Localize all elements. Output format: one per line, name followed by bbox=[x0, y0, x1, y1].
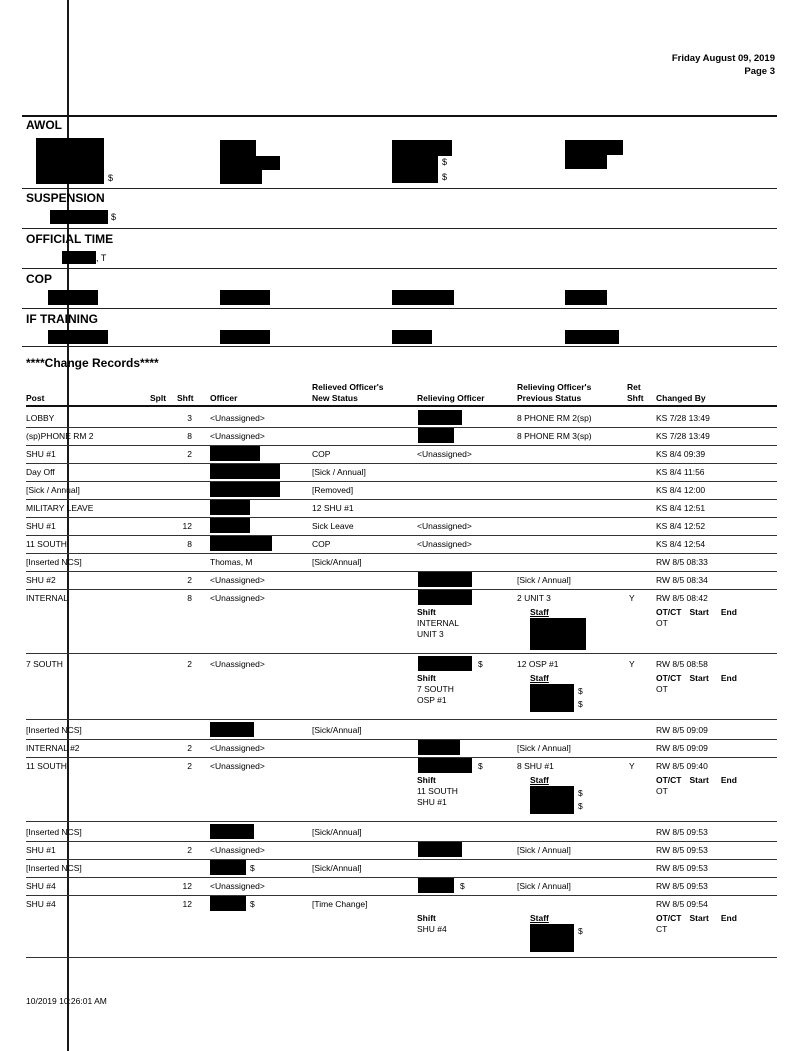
cell-changed-by: KS 7/28 13:49 bbox=[656, 431, 710, 441]
suspension-mark: $ bbox=[111, 212, 117, 222]
cell-new-status: [Sick/Annual] bbox=[312, 725, 362, 735]
col-post: Post bbox=[26, 393, 45, 403]
section-title-official-time: OFFICIAL TIME bbox=[26, 232, 114, 246]
redaction-block bbox=[418, 842, 462, 857]
cell-shft: 2 bbox=[187, 743, 192, 753]
detail-end-label: End bbox=[720, 607, 737, 617]
cell-officer: <Unassigned> bbox=[210, 743, 265, 753]
redaction-block bbox=[220, 140, 256, 156]
detail-post: SHU #4 bbox=[417, 924, 447, 934]
cell-shft: 2 bbox=[187, 761, 192, 771]
cell-post: [Inserted NCS] bbox=[26, 827, 82, 837]
cell-prev-status: 8 PHONE RM 3(sp) bbox=[517, 431, 592, 441]
cell-ret: Y bbox=[629, 659, 635, 669]
table-row bbox=[26, 757, 777, 775]
cell-officer: <Unassigned> bbox=[210, 761, 265, 771]
cell-shft: 3 bbox=[187, 413, 192, 423]
redaction-block bbox=[210, 482, 280, 497]
row-divider bbox=[26, 719, 777, 720]
redaction-block bbox=[392, 330, 432, 344]
redaction-block bbox=[210, 536, 272, 551]
detail-shift-label: Shift bbox=[417, 913, 436, 923]
redaction-block bbox=[418, 758, 472, 773]
col-relieving-prev-line1: Relieving Officer's bbox=[517, 382, 592, 392]
detail-shift-block bbox=[417, 913, 447, 935]
cell-new-status: [Sick/Annual] bbox=[312, 557, 362, 567]
detail-staff-mark: $ bbox=[578, 686, 583, 696]
cell-relieving: <Unassigned> bbox=[417, 449, 472, 459]
section-title-awol: AWOL bbox=[26, 118, 62, 132]
footer-timestamp: 10/2019 10:26:01 AM bbox=[26, 996, 107, 1006]
redaction-block bbox=[210, 896, 246, 911]
cell-changed-by: KS 8/4 12:51 bbox=[656, 503, 706, 513]
detail-otct-label: OT/CT bbox=[656, 913, 682, 923]
cell-new-status: [Time Change] bbox=[312, 899, 368, 909]
cell-shft: 2 bbox=[187, 845, 192, 855]
table-row bbox=[26, 841, 777, 859]
cell-post: INTERNAL #2 bbox=[26, 743, 80, 753]
detail-end-label: End bbox=[720, 775, 737, 785]
cell-prev-status: 12 OSP #1 bbox=[517, 659, 559, 669]
col-ret bbox=[627, 382, 644, 404]
cell-officer: $ bbox=[250, 899, 255, 909]
cell-post: [Sick / Annual] bbox=[26, 485, 80, 495]
cell-changed-by: RW 8/5 09:40 bbox=[656, 761, 708, 771]
awol-mark: $ bbox=[442, 172, 448, 182]
detail-staff-label: Staff bbox=[530, 673, 549, 683]
col-ret-line2: Shft bbox=[627, 393, 644, 403]
cell-post: [Inserted NCS] bbox=[26, 863, 82, 873]
detail-post: 11 SOUTH bbox=[417, 786, 458, 796]
table-row bbox=[26, 553, 777, 571]
cell-changed-by: RW 8/5 08:33 bbox=[656, 557, 708, 567]
awol-mark: $ bbox=[108, 173, 114, 183]
detail-start-label: Start bbox=[689, 913, 709, 923]
cell-prev-status: [Sick / Annual] bbox=[517, 881, 571, 891]
page-header bbox=[672, 52, 775, 78]
cell-new-status: COP bbox=[312, 539, 331, 549]
redaction-block bbox=[210, 464, 280, 479]
table-row bbox=[26, 655, 777, 673]
cell-post: SHU #4 bbox=[26, 899, 56, 909]
cell-prev-status: 2 UNIT 3 bbox=[517, 593, 551, 603]
cell-shft: 8 bbox=[187, 431, 192, 441]
cell-post: SHU #1 bbox=[26, 845, 56, 855]
redaction-block bbox=[565, 290, 607, 305]
detail-post: 7 SOUTH bbox=[417, 684, 454, 694]
detail-staff-mark: $ bbox=[578, 926, 583, 936]
cell-new-status: Sick Leave bbox=[312, 521, 354, 531]
col-officer: Officer bbox=[210, 393, 238, 403]
row-divider bbox=[26, 957, 777, 958]
detail-otct-header bbox=[656, 607, 756, 618]
cell-changed-by: KS 8/4 09:39 bbox=[656, 449, 706, 459]
section-rule bbox=[22, 268, 777, 269]
redaction-block bbox=[392, 156, 438, 170]
page-number: Page 3 bbox=[744, 66, 775, 77]
cell-ret: Y bbox=[629, 761, 635, 771]
table-row bbox=[26, 499, 777, 517]
redaction-block bbox=[220, 330, 270, 344]
table-row bbox=[26, 517, 777, 535]
cell-changed-by: RW 8/5 09:09 bbox=[656, 743, 708, 753]
cell-shft: 2 bbox=[187, 659, 192, 669]
detail-staff-mark: $ bbox=[578, 801, 583, 811]
redaction-block bbox=[210, 446, 260, 461]
detail-type: OT bbox=[656, 684, 668, 694]
detail-otct-label: OT/CT bbox=[656, 775, 682, 785]
cell-post: 11 SOUTH bbox=[26, 761, 67, 771]
detail-post: INTERNAL bbox=[417, 618, 460, 628]
header-rule bbox=[26, 405, 777, 407]
redaction-block bbox=[220, 170, 262, 184]
row-divider bbox=[26, 653, 777, 654]
detail-post2: SHU #1 bbox=[417, 797, 447, 807]
cell-prev-status: 8 PHONE RM 2(sp) bbox=[517, 413, 592, 423]
cell-relieving: <Unassigned> bbox=[417, 521, 472, 531]
redaction-block bbox=[392, 170, 438, 183]
table-row bbox=[26, 859, 777, 877]
redaction-block bbox=[418, 410, 462, 425]
section-title-suspension: SUSPENSION bbox=[26, 191, 105, 205]
change-records-title: ****Change Records**** bbox=[26, 356, 159, 370]
section-title-if-training: IF TRAINING bbox=[26, 312, 98, 326]
detail-type: OT bbox=[656, 786, 668, 796]
cell-post: (sp)PHONE RM 2 bbox=[26, 431, 94, 441]
cell-changed-by: KS 8/4 12:54 bbox=[656, 539, 706, 549]
cell-post: INTERNAL bbox=[26, 593, 69, 603]
cell-post: SHU #2 bbox=[26, 575, 56, 585]
detail-type: OT bbox=[656, 618, 668, 628]
cell-changed-by: RW 8/5 09:54 bbox=[656, 899, 708, 909]
detail-shift-label: Shift bbox=[417, 775, 436, 785]
detail-otct-header bbox=[656, 673, 756, 684]
cell-new-status: [Sick / Annual] bbox=[312, 467, 366, 477]
cell-ret: Y bbox=[629, 593, 635, 603]
redaction-block bbox=[210, 518, 250, 533]
col-shft: Shft bbox=[177, 393, 194, 403]
cell-relieving: $ bbox=[478, 761, 483, 771]
detail-otct-header bbox=[656, 775, 756, 786]
cell-post: 7 SOUTH bbox=[26, 659, 63, 669]
cell-changed-by: RW 8/5 09:53 bbox=[656, 827, 708, 837]
detail-type: CT bbox=[656, 924, 668, 934]
table-row bbox=[26, 535, 777, 553]
section-rule bbox=[22, 228, 777, 229]
cell-officer: <Unassigned> bbox=[210, 845, 265, 855]
cell-new-status: COP bbox=[312, 449, 331, 459]
table-row bbox=[26, 589, 777, 607]
report-date: Friday August 09, 2019 bbox=[671, 53, 775, 64]
cell-officer: <Unassigned> bbox=[210, 413, 265, 423]
redaction-block bbox=[210, 824, 254, 839]
cell-changed-by: KS 7/28 13:49 bbox=[656, 413, 710, 423]
row-divider bbox=[26, 821, 777, 822]
cell-changed-by: RW 8/5 08:34 bbox=[656, 575, 708, 585]
redaction-block bbox=[530, 684, 574, 712]
redaction-block bbox=[565, 140, 623, 155]
redaction-block bbox=[392, 140, 452, 156]
cell-post: SHU #1 bbox=[26, 521, 56, 531]
detail-staff-label: Staff bbox=[530, 607, 549, 617]
cell-post: LOBBY bbox=[26, 413, 55, 423]
cell-changed-by: KS 8/4 12:52 bbox=[656, 521, 706, 531]
redaction-block bbox=[220, 290, 270, 305]
detail-otct-label: OT/CT bbox=[656, 673, 682, 683]
cell-relieving: $ bbox=[460, 881, 465, 891]
cell-changed-by: RW 8/5 08:58 bbox=[656, 659, 708, 669]
redaction-block bbox=[418, 878, 454, 893]
table-row bbox=[26, 823, 777, 841]
redaction-block bbox=[530, 924, 574, 952]
cell-changed-by: KS 8/4 12:00 bbox=[656, 485, 706, 495]
section-rule bbox=[22, 115, 777, 117]
col-relieving-prev-line2: Previous Status bbox=[517, 393, 582, 403]
section-rule bbox=[22, 188, 777, 189]
cell-post: SHU #1 bbox=[26, 449, 56, 459]
detail-shift-label: Shift bbox=[417, 673, 436, 683]
redaction-block bbox=[418, 656, 472, 671]
cell-officer: <Unassigned> bbox=[210, 593, 265, 603]
cell-changed-by: RW 8/5 09:53 bbox=[656, 863, 708, 873]
detail-staff-label: Staff bbox=[530, 775, 549, 785]
cell-new-status: 12 SHU #1 bbox=[312, 503, 354, 513]
cell-shft: 8 bbox=[187, 593, 192, 603]
detail-post2: UNIT 3 bbox=[417, 629, 444, 639]
col-splt: Splt bbox=[150, 393, 167, 403]
redaction-block bbox=[62, 251, 96, 264]
detail-start-label: Start bbox=[689, 607, 709, 617]
cell-officer: Thomas, M bbox=[210, 557, 253, 567]
cell-post: [Inserted NCS] bbox=[26, 557, 82, 567]
cell-officer: <Unassigned> bbox=[210, 659, 265, 669]
cell-changed-by: KS 8/4 11:56 bbox=[656, 467, 705, 477]
cell-new-status: [Removed] bbox=[312, 485, 354, 495]
table-row bbox=[26, 481, 777, 499]
redaction-block bbox=[36, 138, 104, 184]
cell-relieving: <Unassigned> bbox=[417, 539, 472, 549]
table-row bbox=[26, 877, 777, 895]
cell-shft: 12 bbox=[182, 521, 192, 531]
cell-officer: <Unassigned> bbox=[210, 881, 265, 891]
redaction-block bbox=[50, 210, 108, 224]
detail-staff-mark: $ bbox=[578, 788, 583, 798]
redaction-block bbox=[418, 572, 472, 587]
cell-prev-status: [Sick / Annual] bbox=[517, 845, 571, 855]
detail-post2: OSP #1 bbox=[417, 695, 447, 705]
table-row bbox=[26, 409, 777, 427]
cell-prev-status: [Sick / Annual] bbox=[517, 743, 571, 753]
cell-officer: <Unassigned> bbox=[210, 431, 265, 441]
cell-prev-status: [Sick / Annual] bbox=[517, 575, 571, 585]
table-row bbox=[26, 739, 777, 757]
detail-start-label: Start bbox=[689, 775, 709, 785]
table-row bbox=[26, 445, 777, 463]
redaction-block bbox=[418, 428, 454, 443]
redaction-block bbox=[418, 590, 472, 605]
cell-post: SHU #4 bbox=[26, 881, 56, 891]
detail-end-label: End bbox=[720, 913, 737, 923]
redaction-block bbox=[565, 330, 619, 344]
section-rule bbox=[22, 346, 777, 347]
cell-new-status: [Sick/Annual] bbox=[312, 863, 362, 873]
redaction-block bbox=[48, 330, 108, 344]
col-changed-by: Changed By bbox=[656, 393, 706, 403]
detail-end-label: End bbox=[720, 673, 737, 683]
section-title-cop: COP bbox=[26, 272, 53, 286]
table-row bbox=[26, 427, 777, 445]
cell-post: [Inserted NCS] bbox=[26, 725, 82, 735]
detail-staff-label: Staff bbox=[530, 913, 549, 923]
official-time-mark: , T bbox=[96, 253, 107, 263]
detail-shift-label: Shift bbox=[417, 607, 436, 617]
redaction-block bbox=[392, 290, 454, 305]
detail-shift-block bbox=[417, 673, 454, 706]
table-row bbox=[26, 571, 777, 589]
detail-otct-label: OT/CT bbox=[656, 607, 682, 617]
redaction-block bbox=[210, 860, 246, 875]
col-relieved-status bbox=[312, 382, 383, 404]
table-row bbox=[26, 463, 777, 481]
cell-post: MILITARY LEAVE bbox=[26, 503, 94, 513]
cell-officer: $ bbox=[250, 863, 255, 873]
cell-prev-status: 8 SHU #1 bbox=[517, 761, 554, 771]
redaction-block bbox=[418, 740, 460, 755]
cell-shft: 12 bbox=[182, 899, 192, 909]
table-row bbox=[26, 721, 777, 739]
cell-relieving: $ bbox=[478, 659, 483, 669]
table-row bbox=[26, 895, 777, 913]
detail-shift-block bbox=[417, 775, 458, 808]
redaction-block bbox=[220, 156, 280, 170]
cell-new-status: [Sick/Annual] bbox=[312, 827, 362, 837]
detail-start-label: Start bbox=[689, 673, 709, 683]
redaction-block bbox=[530, 618, 586, 650]
detail-staff-mark: $ bbox=[578, 699, 583, 709]
col-relieved-status-line1: Relieved Officer's bbox=[312, 382, 384, 392]
detail-shift-block bbox=[417, 607, 459, 640]
awol-mark: $ bbox=[442, 157, 448, 167]
cell-shft: 2 bbox=[187, 449, 192, 459]
col-relieved-status-line2: New Status bbox=[312, 393, 358, 403]
col-ret-line1: Ret bbox=[627, 382, 641, 392]
cell-changed-by: RW 8/5 09:09 bbox=[656, 725, 708, 735]
cell-officer: <Unassigned> bbox=[210, 575, 265, 585]
cell-changed-by: RW 8/5 09:53 bbox=[656, 845, 708, 855]
redaction-block bbox=[565, 155, 607, 169]
redaction-block bbox=[48, 290, 98, 305]
cell-shft: 8 bbox=[187, 539, 192, 549]
cell-shft: 12 bbox=[182, 881, 192, 891]
cell-post: 11 SOUTH bbox=[26, 539, 67, 549]
cell-shft: 2 bbox=[187, 575, 192, 585]
detail-otct-header bbox=[656, 913, 756, 924]
col-relieving-officer: Relieving Officer bbox=[417, 393, 485, 403]
cell-changed-by: RW 8/5 08:42 bbox=[656, 593, 708, 603]
redaction-block bbox=[530, 786, 574, 814]
col-relieving-prev bbox=[517, 382, 591, 404]
cell-post: Day Off bbox=[26, 467, 55, 477]
cell-changed-by: RW 8/5 09:53 bbox=[656, 881, 708, 891]
section-rule bbox=[22, 308, 777, 309]
redaction-block bbox=[210, 500, 250, 515]
redaction-block bbox=[210, 722, 254, 737]
